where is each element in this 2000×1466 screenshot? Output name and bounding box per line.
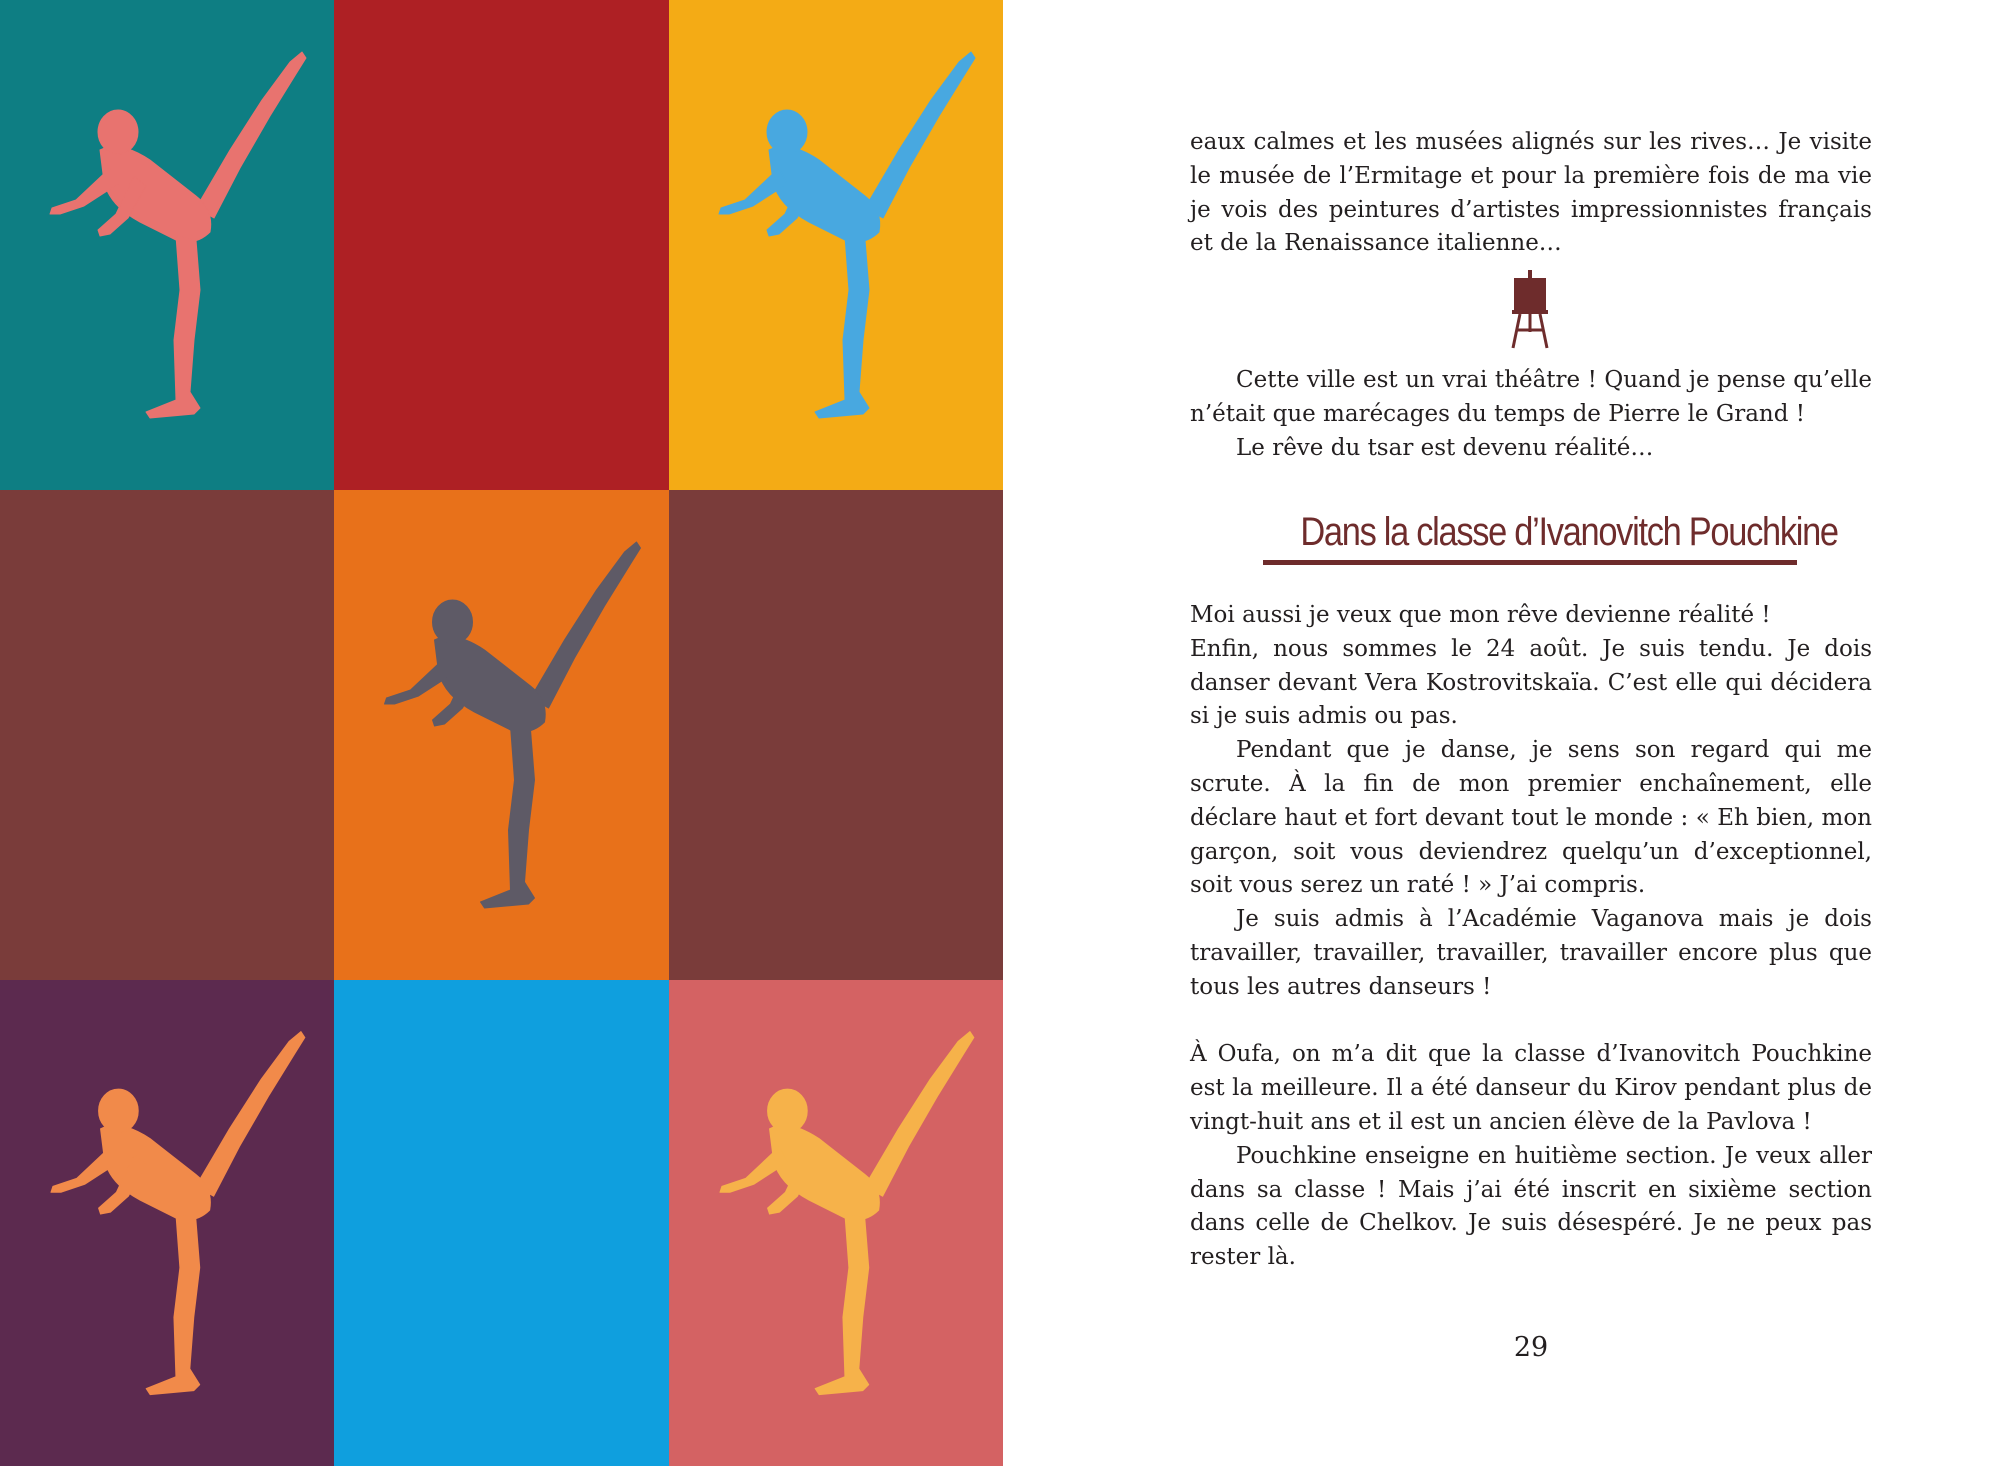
color-tile — [669, 490, 1003, 980]
text-page — [1003, 0, 2000, 1466]
easel-icon — [1510, 270, 1550, 350]
paragraph: Pouchkine enseigne en huitième section. Je veux aller dans sa classe ! Mais j’ai été inscrit en sixième section dans celle de Chelkov. Je suis désespéré. Je ne peux pas rester là. — [1190, 1142, 1872, 1271]
paragraph: Le rêve du tsar est devenu réalité… — [1236, 434, 1654, 461]
paragraph: Enfin, nous sommes le 24 août. Je suis tendu. Je dois danser devant Vera Kostrovitskaïa. C’est elle qui décidera si je suis admis ou pas. — [1190, 635, 1872, 730]
section-heading: Dans la classe d’Ivanovitch Pouchkine — [1300, 510, 1838, 554]
paragraph-block-2 — [1190, 364, 1872, 465]
color-tile — [334, 980, 669, 1466]
color-tile — [334, 0, 669, 490]
page-number: 29 — [1513, 1332, 1549, 1363]
paragraph-block-3 — [1190, 599, 1872, 1275]
dancer-figure — [669, 0, 1003, 490]
dancer-figure — [0, 0, 334, 490]
dancer-figure — [669, 980, 1003, 1466]
paragraph: Pendant que je danse, je sens son regard qui me scrute. À la fin de mon premier enchaînement, elle déclare haut et fort devant tout le monde : « Eh bien, mon garçon, soit vous deviendrez quelqu’un d’exceptionnel, soit vous serez un raté ! » J’ai compris. — [1190, 737, 1872, 899]
paragraph: eaux calmes et les musées alignés sur les rives… Je visite le musée de l’Ermitage et pour la première fois de ma vie je vois des peintures d’artistes impressionnistes français et de la Renaissance italienne… — [1190, 129, 1872, 257]
dancer-figure — [0, 980, 334, 1466]
dancer-figure — [334, 490, 669, 980]
color-tile — [0, 490, 334, 980]
paragraph: Moi aussi je veux que mon rêve devienne réalité ! — [1190, 602, 1771, 628]
heading-underline — [1263, 560, 1797, 565]
dancer-tile — [0, 980, 334, 1466]
paragraph: Je suis admis à l’Académie Vaganova mais je dois travailler, travailler, travailler, travailler encore plus que tous les autres danseurs ! — [1190, 906, 1872, 1000]
dancer-tile — [334, 490, 669, 980]
dancer-tile — [0, 0, 334, 490]
paragraph-block-1 — [1190, 126, 1872, 261]
dancer-tile — [669, 0, 1003, 490]
paragraph: À Oufa, on m’a dit que la classe d’Ivanovitch Pouchkine est la meilleure. Il a été danseur du Kirov pendant plus de vingt-huit ans et il est un ancien élève de la Pavlova ! — [1190, 1041, 1872, 1135]
dancer-tile — [669, 980, 1003, 1466]
paragraph: Cette ville est un vrai théâtre ! Quand je pense qu’elle n’était que marécages du temps de Pierre le Grand ! — [1190, 367, 1872, 427]
